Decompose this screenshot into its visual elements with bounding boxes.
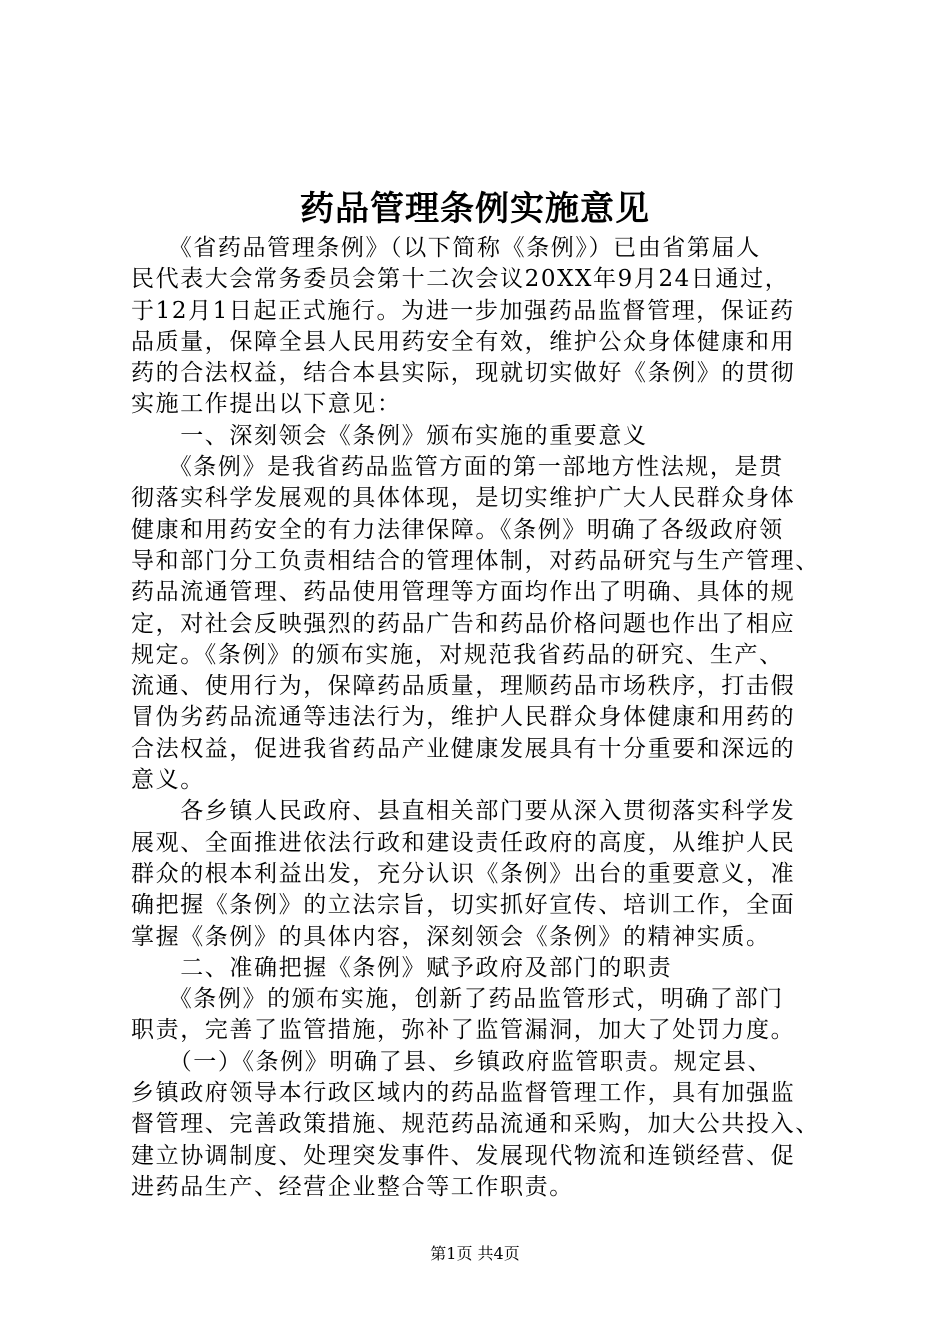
body-line: 药品流通管理、药品使用管理等方面均作出了明确、具体的规 — [131, 579, 796, 606]
body-line: 彻落实科学发展观的具体体现，是切实维护广大人民群众身体 — [131, 485, 796, 512]
document-body — [131, 233, 851, 1203]
body-line: 展观、全面推进依法行政和建设责任政府的高度，从维护人民 — [131, 829, 796, 856]
body-line: 导和部门分工负责相结合的管理体制，对药品研究与生产管理、 — [131, 547, 820, 574]
body-line: 意义。 — [131, 767, 205, 794]
body-line: 掌握《条例》的具体内容，深刻领会《条例》的精神实质。 — [131, 923, 771, 950]
body-line: 健康和用药安全的有力法律保障。《条例》明确了各级政府领 — [131, 516, 784, 543]
body-line: 确把握《条例》的立法宗旨，切实抓好宣传、培训工作，全面 — [131, 892, 796, 919]
body-line: 建立协调制度、处理突发事件、发展现代物流和连锁经营、促 — [131, 1142, 796, 1169]
body-line: 进药品生产、经营企业整合等工作职责。 — [131, 1173, 574, 1200]
body-line: 药的合法权益，结合本县实际，现就切实做好《条例》的贯彻 — [131, 360, 796, 387]
body-line: 于12月1日起正式施行。为进一步加强药品监督管理，保证药 — [131, 297, 795, 324]
body-line: 各乡镇人民政府、县直相关部门要从深入贯彻落实科学发 — [131, 798, 796, 825]
body-line: 规定。《条例》的颁布实施，对规范我省药品的研究、生产、 — [131, 641, 784, 668]
body-line: 合法权益，促进我省药品产业健康发展具有十分重要和深远的 — [131, 735, 796, 762]
body-line: 职责，完善了监管措施，弥补了监管漏洞，加大了处罚力度。 — [131, 1017, 796, 1044]
body-line: 《条例》的颁布实施，创新了药品监管形式，明确了部门 — [131, 986, 784, 1013]
body-line: 民代表大会常务委员会第十二次会议20XX年9月24日通过， — [131, 266, 790, 293]
body-line: 督管理、完善政策措施、规范药品流通和采购，加大公共投入、 — [131, 1111, 820, 1138]
body-line: 流通、使用行为，保障药品质量，理顺药品市场秩序，打击假 — [131, 673, 796, 700]
body-line: （一）《条例》明确了县、乡镇政府监管职责。规定县、 — [131, 1048, 773, 1075]
body-line: 定，对社会反映强烈的药品广告和药品价格问题也作出了相应 — [131, 610, 796, 637]
body-line: 乡镇政府领导本行政区域内的药品监督管理工作，具有加强监 — [131, 1080, 796, 1107]
section-heading-1: 一、深刻领会《条例》颁布实施的重要意义 — [131, 422, 648, 449]
body-line: 冒伪劣药品流通等违法行为，维护人民群众身体健康和用药的 — [131, 704, 796, 731]
document-title: 药品管理条例实施意见 — [300, 189, 650, 229]
body-line: 《条例》是我省药品监管方面的第一部地方性法规，是贯 — [131, 454, 784, 481]
body-line: 《省药品管理条例》（以下简称《条例》）已由省第届人 — [131, 235, 761, 261]
page-number-footer: 第1页 共4页 — [430, 1244, 520, 1263]
section-heading-2: 二、准确把握《条例》赋予政府及部门的职责 — [131, 954, 673, 981]
body-line: 实施工作提出以下意见： — [131, 391, 402, 418]
body-line: 群众的根本利益出发，充分认识《条例》出台的重要意义，准 — [131, 860, 796, 887]
body-line: 品质量，保障全县人民用药安全有效，维护公众身体健康和用 — [131, 328, 796, 355]
